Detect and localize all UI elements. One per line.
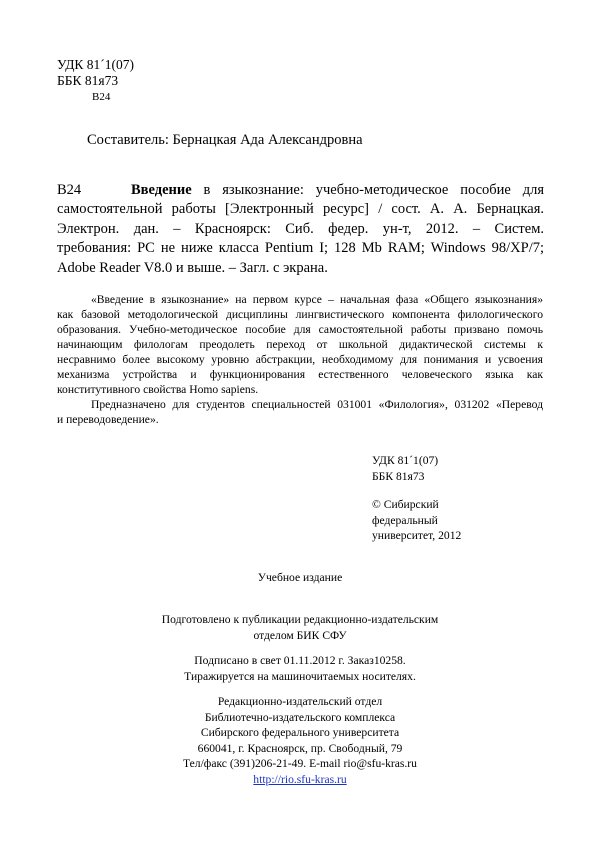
copyright-line: федеральный	[372, 513, 438, 527]
annotation-line: конститутивного свойства Homo sapiens.	[57, 383, 259, 396]
annotation-line: и переводоведение».	[57, 413, 159, 426]
author-sign: В24	[92, 91, 111, 103]
annotation-line: «Введение в языкознание» на первом курсе – начальная фаза «Общего языкознания»	[91, 293, 543, 306]
annotation-line: Предназначено для студентов специальностей 031001 «Филология», 031202 «Перевод	[91, 398, 543, 411]
publication-line: Тиражируется на машиночитаемых носителях.	[184, 669, 416, 683]
publication-note	[0, 653, 600, 684]
publisher-line: Редакционно-издательский отдел	[217, 695, 383, 708]
annotation-line: механизма устройства и функционирования естественного человеческого языка как	[57, 368, 543, 381]
annotation-line: образования. Учебно-методическое пособие для самостоятельной работы призвано помочь	[57, 323, 543, 336]
annotation-paragraph	[57, 397, 543, 427]
edition-type: Учебное издание	[257, 571, 343, 584]
copyright-line: © Сибирский	[372, 498, 439, 511]
biblio-description	[131, 181, 544, 200]
publisher-contacts	[0, 694, 600, 787]
biblio-author-sign: В24	[57, 182, 82, 198]
copyright-notice	[372, 497, 461, 544]
composer-line: Составитель: Бернацкая Ада Александровна	[87, 132, 363, 148]
udk-bbk-repeat	[372, 453, 438, 484]
bbk-code: ББК 81я73	[57, 73, 119, 88]
prepared-line: отделом БИК СФУ	[253, 628, 347, 642]
udk-code: УДК 81´1(07)	[57, 57, 135, 72]
publisher-phone-email: Тел/факс (391)206-21-49. E-mail rio@sfu-kras.ru	[183, 757, 417, 770]
udk-code: УДК 81´1(07)	[372, 454, 439, 467]
biblio-line: Введение в языкознание: учебно-методическое пособие для	[131, 182, 544, 198]
biblio-line: требования: PC не ниже класса Pentium I; 128 Mb RAM; Windows 98/XP/7;	[57, 240, 544, 257]
publisher-address: 660041, г. Красноярск, пр. Свободный, 79	[197, 741, 403, 755]
biblio-line: Adobe Reader V8.0 и выше. – Загл. с экрана.	[57, 259, 328, 276]
bibliographic-record	[57, 181, 544, 278]
annotation-line: как базовой методологической дисциплины лингвистического компонента филологического	[57, 308, 543, 321]
udk-bbk-header	[57, 57, 134, 89]
prepared-line: Подготовлено к публикации редакционно-издательским	[161, 613, 439, 626]
annotation	[57, 292, 543, 427]
publisher-website-link[interactable]: http://rio.sfu-kras.ru	[253, 772, 347, 786]
annotation-line: начинающим филологам преодолеть переход от школьной дидактической системы к	[57, 338, 543, 351]
annotation-line: несравнимо более высокому уровню абстракции, необходимому для понимания и усвоения	[57, 353, 543, 366]
publisher-line: Сибирского федерального университета	[200, 726, 400, 739]
biblio-line: Электрон. дан. – Красноярск: Сиб. федер. ун-т, 2012. – Систем.	[57, 220, 544, 237]
biblio-line: самостоятельной работы [Электронный ресурс] / сост. А. А. Бернацкая.	[57, 201, 544, 218]
publication-line: Подписано в свет 01.11.2012 г. Заказ10258.	[194, 654, 406, 667]
copyright-line: университет, 2012	[372, 529, 462, 542]
book-title: Введение	[131, 182, 192, 198]
annotation-paragraph	[57, 292, 543, 397]
bbk-code: ББК 81я73	[372, 469, 425, 483]
publisher-line: Библиотечно-издательского комплекса	[204, 710, 396, 724]
prepared-note	[0, 612, 600, 643]
